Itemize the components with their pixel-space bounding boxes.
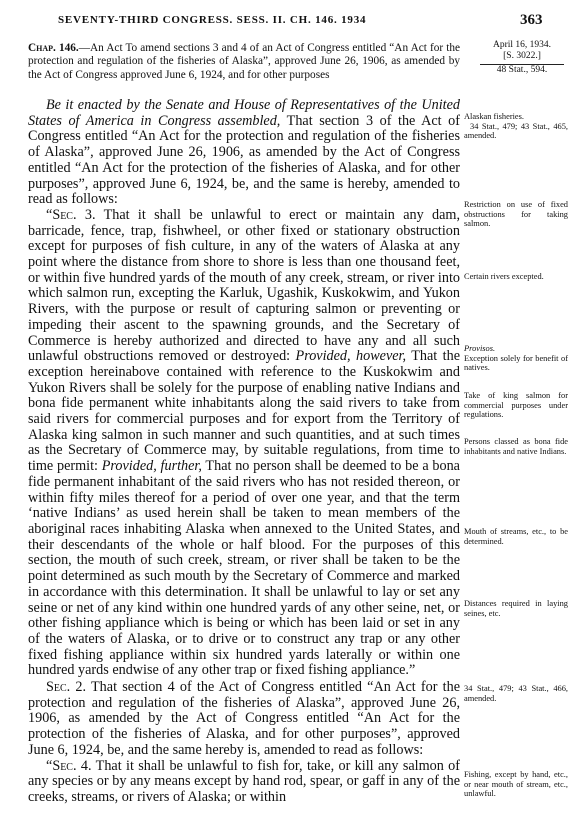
margin-note-alaskan-fisheries-title: Alaskan fisheries. — [464, 112, 525, 121]
margin-note-section-2-citation: 34 Stat., 479; 43 Stat., 466, amended. — [464, 684, 568, 703]
section-4-text: That it shall be unlawful to fish for, take, or kill any salmon of any species or by any means except by hand rod, spear, or gaff in any of the creeks, streams, or rivers of Alaska; or within — [28, 757, 460, 805]
chapter-heading — [28, 42, 460, 82]
margin-note-persons-classed: Persons classed as bona fide inhabitants and native Indians. — [464, 437, 568, 456]
section-3-label: Sec. 3. — [52, 206, 96, 223]
margin-note-provisos-label: Provisos. — [464, 344, 496, 353]
section-2-paragraph — [28, 680, 460, 759]
enacting-clause: Be it enacted by the Senate and House of Representatives of the United States of America in Congress assembled, — [28, 97, 460, 129]
section-2-text: That section 4 of the Act of Congress entitled “An Act for the protection and regulation of the fisheries of Alaska”, approved June 26, 1906, as amended by the Act of Congress entitled “An Act for the protection of the fisheries of Alaska, and for other purposes”, approved June 6, 1924, be, and the same hereby is, amended to read as follows: — [28, 679, 460, 758]
margin-note-certain-rivers: Certain rivers excepted. — [464, 272, 544, 281]
paragraph-1-text: That section 3 of the Act of Congress entitled “An Act for the protection and regulation of the fisheries of Alaska”, approved June 26, 1906, as amended by the Act of Congress entitled “An Act for the protection of the fisheries of Alaska, and for other purposes”, approved June 6, 1924, be, and the same is hereby, amended to read as follows: — [28, 112, 461, 208]
chapter-label: Chap. 146. — [28, 42, 79, 54]
section-4-label: Sec. 4. — [52, 757, 92, 774]
section-4-open-quote: “ — [46, 757, 53, 774]
page-number: 363 — [520, 12, 543, 28]
margin-note-distances: Distances required in laying seines, etc. — [464, 599, 568, 618]
section-3-text-b: That the exception hereinabove contained with reference to the Kuskokwim and Yukon Rivers shall be solely for the purpose of enabling native Indians and bona fide permanent white inhabitants along the said rivers to take from said rivers for commercial purposes and for export from the Territory of Alaska king salmon in such manner and such quantities, and at such times as the Secretary of Commerce may, by suitable regulations, from time to time permit: — [28, 348, 461, 475]
section-4-paragraph — [28, 759, 460, 806]
section-3-open-quote: “ — [46, 206, 53, 223]
proviso-further: Provided, further, — [97, 458, 202, 475]
margin-note-alaskan-fisheries — [464, 112, 568, 141]
statute-body — [28, 98, 460, 806]
margin-note-king-salmon: Take of king salmon for commercial purposes under regulations. — [464, 391, 568, 420]
approval-date: April 16, 1934. — [492, 40, 552, 50]
margin-note-restriction: Restriction on use of fixed obstructions for taking salmon. — [464, 200, 568, 229]
chapter-title: —An Act To amend sections 3 and 4 of an Act of Congress entitled “An Act for the protection and regulation of the fisheries of Alaska”, approved June 26, 1906, as amended by the Act of Congress approved June 6, 1924, and for other purposes — [28, 42, 460, 81]
margin-note-mouth-of-streams: Mouth of streams, etc., to be determined. — [464, 527, 568, 546]
section-3-text-c: That no person shall be deemed to be a bona fide permanent inhabitant of the said rivers who has not resided thereon, or within fifty miles thereof for a period of over one year, and that the term ‘native Indians’ as used herein shall be taken to mean members of the aboriginal races inhabiting Alaska when annexed to the United States, and their descendants of the whole or half blood. For the purposes of this section, the mouth of such creek, stream, or river shall be taken to be the point determined as such mouth by the Secretary of Commerce and marked in accordance with this determination. It shall be unlawful to lay or set any seine or net of any kind within one hundred yards of any other seine, net, or other fishing appliance which is being or which has been laid or set in any of the waters of Alaska, or to drive or to construct any trap or any other fixed fishing appliance within six hundred yards laterally or within one hundred yards endwise of any other trap or fixed fishing appliance.” — [28, 458, 460, 679]
margin-note-fishing: Fishing, except by hand, etc., or near mouth of stream, etc., unlawful. — [464, 770, 568, 799]
section-3-paragraph — [28, 208, 460, 679]
running-head-title: SEVENTY-THIRD CONGRESS. SESS. II. CH. 146. 1934 — [58, 14, 367, 26]
margin-note-provisos — [464, 344, 568, 373]
enacting-paragraph — [28, 98, 460, 208]
bill-number: [S. 3022.] — [503, 51, 541, 61]
margin-note-alaskan-fisheries-citation: 34 Stat., 479; 43 Stat., 465, amended. — [464, 121, 568, 141]
section-3-text-a: That it shall be unlawful to erect or maintain any dam, barricade, fence, trap, fishwheel, or other fixed or stationary obstruction except for purposes of fish culture, in any of the waters of Alaska at any point where the distance from shore to shore is less than one thousand feet, or within five hundred yards of the mouth of any creek, stream, or river into which salmon run, excepting the Karluk, Ugashik, Kuskokwim, and Yukon Rivers, with the purpose or result of capturing salmon or preventing or impeding their ascent to the spawning grounds, and the Secretary of Commerce is hereby authorized and directed to have any and all such unlawful obstructions removed or destroyed: — [28, 206, 460, 365]
running-head — [0, 0, 578, 34]
section-2-label: Sec. 2. — [46, 679, 87, 696]
statute-citation: 48 Stat., 594. — [496, 65, 548, 75]
margin-note-provisos-text: Exception solely for benefit of natives. — [464, 353, 568, 373]
date-note — [468, 40, 576, 76]
proviso-however: Provided, however, — [290, 348, 407, 365]
